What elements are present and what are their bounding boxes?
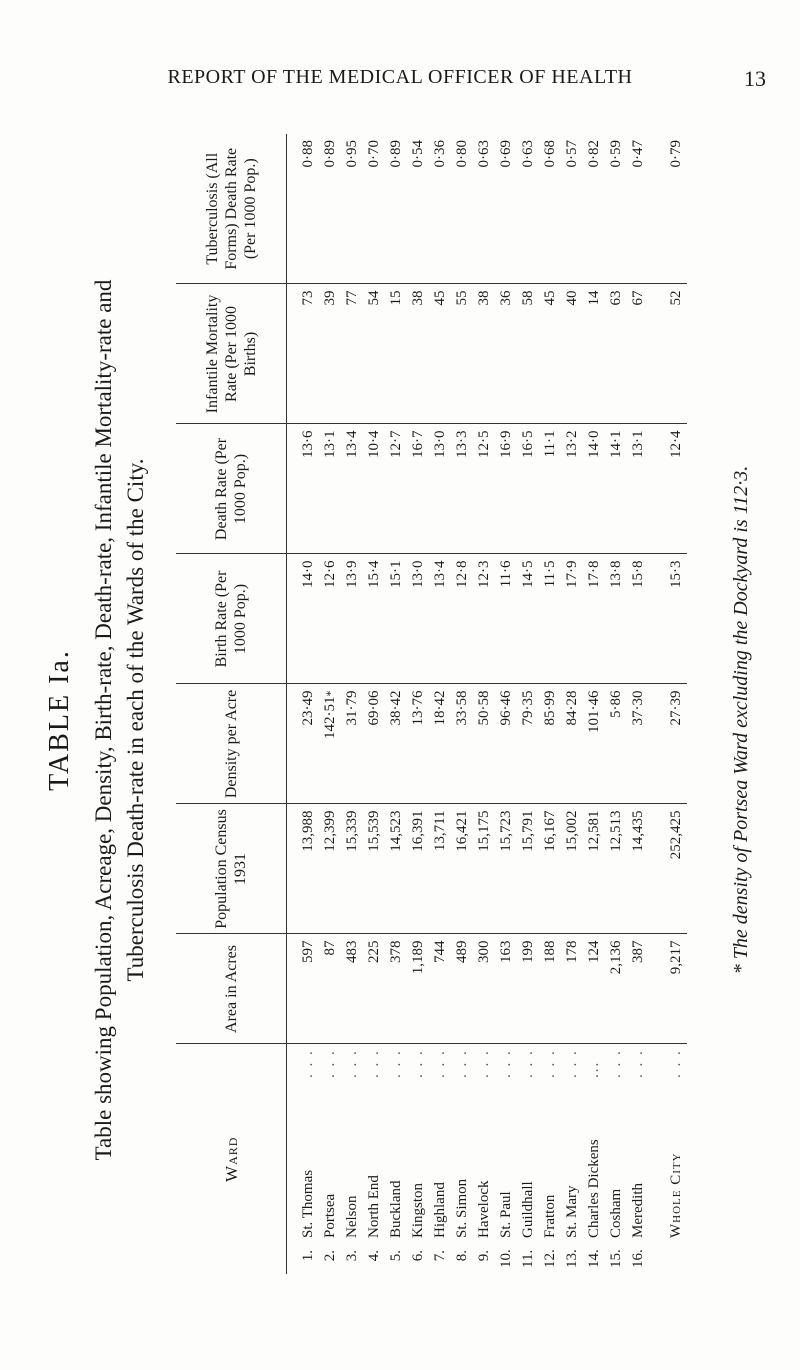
population-cell: 14,435 bbox=[627, 804, 649, 934]
ward-number: 12. bbox=[542, 1249, 558, 1268]
tuberculosis-cell: 0·36 bbox=[429, 134, 451, 284]
header-density: Density per Acre bbox=[176, 684, 287, 804]
tuberculosis-cell: 0·54 bbox=[407, 134, 429, 284]
area-cell: 225 bbox=[363, 934, 385, 1044]
population-cell: 12,513 bbox=[605, 804, 627, 934]
population-cell: 12,581 bbox=[583, 804, 605, 934]
ward-name: St. Thomas bbox=[300, 1169, 316, 1238]
leader-dots: . . . bbox=[366, 1049, 382, 1078]
tuberculosis-cell: 0·89 bbox=[385, 134, 407, 284]
tuberculosis-cell: 0·63 bbox=[517, 134, 539, 284]
death-rate-cell: 10·4 bbox=[363, 424, 385, 554]
leader-dots: . . . bbox=[300, 1049, 316, 1078]
birth-rate-cell: 13·9 bbox=[341, 554, 363, 684]
table-id: TABLE Ia. bbox=[44, 649, 75, 791]
birth-rate-cell: 15·1 bbox=[385, 554, 407, 684]
death-rate-cell: 12·7 bbox=[385, 424, 407, 554]
ward-number: 2. bbox=[322, 1250, 338, 1262]
ward-number: 5. bbox=[388, 1250, 404, 1262]
infantile-cell: 67 bbox=[627, 284, 649, 424]
death-rate-cell: 13·6 bbox=[287, 424, 320, 554]
population-cell: 15,539 bbox=[363, 804, 385, 934]
birth-rate-cell: 14·0 bbox=[287, 554, 320, 684]
total-area: 9,217 bbox=[649, 934, 687, 1044]
infantile-cell: 38 bbox=[473, 284, 495, 424]
tuberculosis-cell: 0·88 bbox=[287, 134, 320, 284]
header-infantile: Infantile Mortality Rate (Per 1000 Births) bbox=[176, 284, 287, 424]
running-head bbox=[0, 66, 800, 96]
density-cell: 50·58 bbox=[473, 684, 495, 804]
ward-name: Highland bbox=[432, 1182, 448, 1238]
ward-name: Cosham bbox=[608, 1188, 624, 1238]
birth-rate-cell: 15·4 bbox=[363, 554, 385, 684]
population-cell: 15,175 bbox=[473, 804, 495, 934]
death-rate-cell: 14·1 bbox=[605, 424, 627, 554]
ward-number: 9. bbox=[476, 1250, 492, 1262]
ward-number: 4. bbox=[366, 1250, 382, 1262]
density-cell: 37·30 bbox=[627, 684, 649, 804]
ward-name: St. Paul bbox=[498, 1191, 514, 1238]
death-rate-cell: 13·1 bbox=[627, 424, 649, 554]
table-row bbox=[583, 134, 605, 1274]
table-row bbox=[539, 134, 561, 1274]
header-ward: Ward bbox=[176, 1044, 287, 1274]
total-infantile: 52 bbox=[649, 284, 687, 424]
leader-dots: . . . bbox=[410, 1049, 426, 1078]
density-cell: 13·76 bbox=[407, 684, 429, 804]
birth-rate-cell: 12·8 bbox=[451, 554, 473, 684]
tuberculosis-cell: 0·69 bbox=[495, 134, 517, 284]
infantile-cell: 55 bbox=[451, 284, 473, 424]
table-row bbox=[561, 134, 583, 1274]
infantile-cell: 63 bbox=[605, 284, 627, 424]
tuberculosis-cell: 0·47 bbox=[627, 134, 649, 284]
infantile-cell: 40 bbox=[561, 284, 583, 424]
density-cell: 5·86 bbox=[605, 684, 627, 804]
table-row bbox=[627, 134, 649, 1274]
table-row bbox=[319, 134, 341, 1274]
leader-dots: ... bbox=[586, 1060, 602, 1078]
ward-number: 10. bbox=[498, 1249, 514, 1268]
leader-dots: . . . bbox=[668, 1049, 684, 1078]
density-cell: 31·79 bbox=[341, 684, 363, 804]
tuberculosis-cell: 0·89 bbox=[319, 134, 341, 284]
header-death-rate: Death Rate (Per 1000 Pop.) bbox=[176, 424, 287, 554]
ward-number: 11. bbox=[520, 1249, 536, 1268]
ward-name: Charles Dickens bbox=[586, 1139, 602, 1238]
death-rate-cell: 13·2 bbox=[561, 424, 583, 554]
area-cell: 124 bbox=[583, 934, 605, 1044]
density-cell: 101·46 bbox=[583, 684, 605, 804]
density-cell bbox=[319, 684, 341, 804]
infantile-cell: 38 bbox=[407, 284, 429, 424]
total-density: 27·39 bbox=[649, 684, 687, 804]
tuberculosis-cell: 0·80 bbox=[451, 134, 473, 284]
table-row bbox=[341, 134, 363, 1274]
leader-dots: . . . bbox=[388, 1049, 404, 1078]
ward-name: Havelock bbox=[476, 1180, 492, 1238]
infantile-cell: 39 bbox=[319, 284, 341, 424]
header-tuberculosis: Tuberculosis (All Forms) Death Rate (Per 1000 Pop.) bbox=[176, 134, 287, 284]
density-footnote-marker: * bbox=[323, 690, 337, 697]
table-caption bbox=[88, 130, 152, 1310]
ward-name: Buckland bbox=[388, 1180, 404, 1238]
infantile-cell: 73 bbox=[287, 284, 320, 424]
density-cell: 23·49 bbox=[287, 684, 320, 804]
birth-rate-cell: 13·4 bbox=[429, 554, 451, 684]
total-birth-rate: 15·3 bbox=[649, 554, 687, 684]
birth-rate-cell: 13·8 bbox=[605, 554, 627, 684]
ward-number: 15. bbox=[608, 1249, 624, 1268]
table-row bbox=[517, 134, 539, 1274]
table-row bbox=[495, 134, 517, 1274]
area-cell: 199 bbox=[517, 934, 539, 1044]
density-cell: 96·46 bbox=[495, 684, 517, 804]
birth-rate-cell: 13·0 bbox=[407, 554, 429, 684]
area-cell: 87 bbox=[319, 934, 341, 1044]
density-cell: 84·28 bbox=[561, 684, 583, 804]
ward-name: Nelson bbox=[344, 1195, 360, 1238]
table-row bbox=[473, 134, 495, 1274]
area-cell: 483 bbox=[341, 934, 363, 1044]
population-cell: 16,167 bbox=[539, 804, 561, 934]
death-rate-cell: 13·3 bbox=[451, 424, 473, 554]
tuberculosis-cell: 0·63 bbox=[473, 134, 495, 284]
caption-line-2: Tuberculosis Death-rate in each of the Wards of the City. bbox=[123, 458, 148, 982]
leader-dots: . . . bbox=[564, 1049, 580, 1078]
table-row bbox=[451, 134, 473, 1274]
page-number: 13 bbox=[744, 66, 766, 91]
area-cell: 1,189 bbox=[407, 934, 429, 1044]
area-cell: 163 bbox=[495, 934, 517, 1044]
leader-dots: . . . bbox=[520, 1049, 536, 1078]
area-cell: 744 bbox=[429, 934, 451, 1044]
tuberculosis-cell: 0·70 bbox=[363, 134, 385, 284]
density-cell: 18·42 bbox=[429, 684, 451, 804]
birth-rate-cell: 12·3 bbox=[473, 554, 495, 684]
death-rate-cell: 12·5 bbox=[473, 424, 495, 554]
population-cell: 15,791 bbox=[517, 804, 539, 934]
death-rate-cell: 13·4 bbox=[341, 424, 363, 554]
death-rate-cell: 14·0 bbox=[583, 424, 605, 554]
birth-rate-cell: 14·5 bbox=[517, 554, 539, 684]
birth-rate-cell: 12·6 bbox=[319, 554, 341, 684]
birth-rate-cell: 17·8 bbox=[583, 554, 605, 684]
total-population: 252,425 bbox=[649, 804, 687, 934]
leader-dots: . . . bbox=[498, 1049, 514, 1078]
infantile-cell: 45 bbox=[539, 284, 561, 424]
density-cell: 69·06 bbox=[363, 684, 385, 804]
birth-rate-cell: 11·5 bbox=[539, 554, 561, 684]
death-rate-cell: 16·5 bbox=[517, 424, 539, 554]
population-cell: 13,988 bbox=[287, 804, 320, 934]
birth-rate-cell: 17·9 bbox=[561, 554, 583, 684]
leader-dots: . . . bbox=[432, 1049, 448, 1078]
total-label: Whole City bbox=[668, 1152, 684, 1238]
area-cell: 387 bbox=[627, 934, 649, 1044]
ward-name: Meredith bbox=[630, 1183, 646, 1238]
ward-name: St. Simon bbox=[454, 1178, 470, 1238]
ward-name: Kingston bbox=[410, 1182, 426, 1238]
header-area: Area in Acres bbox=[176, 934, 287, 1044]
infantile-cell: 58 bbox=[517, 284, 539, 424]
population-cell: 15,339 bbox=[341, 804, 363, 934]
ward-number: 16. bbox=[630, 1249, 646, 1268]
table-row bbox=[407, 134, 429, 1274]
total-tuberculosis: 0·79 bbox=[649, 134, 687, 284]
header-row bbox=[176, 134, 287, 1274]
leader-dots: . . . bbox=[608, 1049, 624, 1078]
caption-line-1: Table showing Population, Acreage, Density, Birth-rate, Death-rate, Infantile Mortality-rate and bbox=[91, 279, 116, 1161]
leader-dots: . . . bbox=[542, 1049, 558, 1078]
death-rate-cell: 13·1 bbox=[319, 424, 341, 554]
running-head-title: REPORT OF THE MEDICAL OFFICER OF HEALTH bbox=[167, 66, 633, 88]
leader-dots: . . . bbox=[322, 1049, 338, 1078]
area-cell: 378 bbox=[385, 934, 407, 1044]
population-cell: 15,002 bbox=[561, 804, 583, 934]
birth-rate-cell: 11·6 bbox=[495, 554, 517, 684]
area-cell: 188 bbox=[539, 934, 561, 1044]
tuberculosis-cell: 0·82 bbox=[583, 134, 605, 284]
table-row bbox=[363, 134, 385, 1274]
tuberculosis-cell: 0·59 bbox=[605, 134, 627, 284]
total-death-rate: 12·4 bbox=[649, 424, 687, 554]
population-cell: 12,399 bbox=[319, 804, 341, 934]
ward-number: 6. bbox=[410, 1250, 426, 1262]
density-cell: 38·42 bbox=[385, 684, 407, 804]
tuberculosis-cell: 0·95 bbox=[341, 134, 363, 284]
tuberculosis-cell: 0·68 bbox=[539, 134, 561, 284]
area-cell: 178 bbox=[561, 934, 583, 1044]
table-row bbox=[385, 134, 407, 1274]
infantile-cell: 15 bbox=[385, 284, 407, 424]
ward-number: 13. bbox=[564, 1249, 580, 1268]
density-cell: 33·58 bbox=[451, 684, 473, 804]
ward-name: Fratton bbox=[542, 1194, 558, 1238]
leader-dots: . . . bbox=[476, 1049, 492, 1078]
density-value: 142·51 bbox=[322, 696, 338, 739]
ward-number: 8. bbox=[454, 1250, 470, 1262]
tuberculosis-cell: 0·57 bbox=[561, 134, 583, 284]
area-cell: 2,136 bbox=[605, 934, 627, 1044]
ward-name: Portsea bbox=[322, 1193, 338, 1238]
ward-name: Guildhall bbox=[520, 1181, 536, 1238]
population-cell: 13,711 bbox=[429, 804, 451, 934]
table-row bbox=[287, 134, 320, 1274]
area-cell: 597 bbox=[287, 934, 320, 1044]
table-row bbox=[605, 134, 627, 1274]
infantile-cell: 45 bbox=[429, 284, 451, 424]
death-rate-cell: 16·9 bbox=[495, 424, 517, 554]
infantile-cell: 54 bbox=[363, 284, 385, 424]
leader-dots: . . . bbox=[454, 1049, 470, 1078]
ward-number: 14. bbox=[586, 1249, 602, 1268]
ward-name: St. Mary bbox=[564, 1185, 580, 1238]
rotated-table-page bbox=[40, 130, 770, 1310]
death-rate-cell: 11·1 bbox=[539, 424, 561, 554]
density-cell: 85·99 bbox=[539, 684, 561, 804]
ward-number: 1. bbox=[300, 1250, 316, 1262]
leader-dots: . . . bbox=[344, 1049, 360, 1078]
table-row bbox=[429, 134, 451, 1274]
total-row bbox=[649, 134, 687, 1274]
infantile-cell: 77 bbox=[341, 284, 363, 424]
header-birth-rate: Birth Rate (Per 1000 Pop.) bbox=[176, 554, 287, 684]
infantile-cell: 14 bbox=[583, 284, 605, 424]
death-rate-cell: 16·7 bbox=[407, 424, 429, 554]
footnote: * The density of Portsea Ward excluding the Dockyard is 112·3. bbox=[730, 465, 752, 975]
birth-rate-cell: 15·8 bbox=[627, 554, 649, 684]
death-rate-cell: 13·0 bbox=[429, 424, 451, 554]
ward-number: 7. bbox=[432, 1250, 448, 1262]
ward-name: North End bbox=[366, 1175, 382, 1238]
population-cell: 16,391 bbox=[407, 804, 429, 934]
population-cell: 16,421 bbox=[451, 804, 473, 934]
population-cell: 15,723 bbox=[495, 804, 517, 934]
density-cell: 79·35 bbox=[517, 684, 539, 804]
leader-dots: . . . bbox=[630, 1049, 646, 1078]
population-cell: 14,523 bbox=[385, 804, 407, 934]
header-population: Population Census 1931 bbox=[176, 804, 287, 934]
statistics-table bbox=[176, 134, 687, 1274]
infantile-cell: 36 bbox=[495, 284, 517, 424]
area-cell: 489 bbox=[451, 934, 473, 1044]
ward-number: 3. bbox=[344, 1250, 360, 1262]
area-cell: 300 bbox=[473, 934, 495, 1044]
